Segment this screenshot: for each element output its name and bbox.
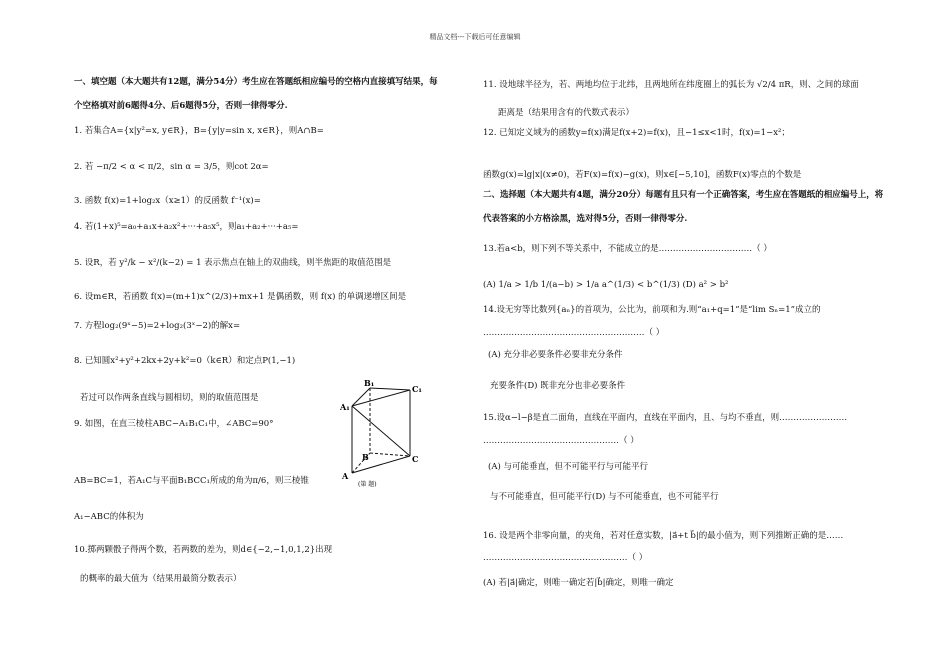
question-14-option-C: 充要条件(D) 既非充分也非必要条件 — [490, 381, 626, 391]
section1-heading-line1: 一、填空题（本大题共有12题，满分54分）考生应在答题纸相应编号的空格内直接填写结果，每 — [74, 77, 438, 87]
question-16-option-A: (A) 若|a⃗|确定，则唯一确定若|b⃗|确定，则唯一确定 — [483, 578, 674, 588]
question-12-line2: 函数g(x)=lg|x|(x≠0)，若F(x)=f(x)−g(x)，则x∈[−5,10]，函数F(x)零点的个数是 — [483, 170, 802, 180]
question-7: 7. 方程log₂(9ˣ−5)=2+log₂(3ˣ−2)的解x= — [74, 321, 241, 331]
question-4: 4. 若(1+x)⁵=a₀+a₁x+a₂x²+···+a₅x⁵，则a₁+a₂+···+a₅= — [74, 222, 299, 232]
question-14-option-A: (A) 充分非必要条件必要非充分条件 — [488, 350, 623, 360]
page-header: 精品文档---下载后可任意编辑 — [429, 33, 521, 41]
label-C1: C₁ — [412, 384, 422, 394]
question-14-line1: 14.设无穷等比数列{aₙ}的首项为，公比为，前项和为.则“a₁+q=1”是“lim Sₙ=1”成立的 — [483, 305, 821, 315]
label-B1: B₁ — [364, 378, 375, 388]
question-13-options: (A) 1/a > 1/b 1/(a−b) > 1/a a^(1/3) < b^(1/3) (D) a² > b² — [483, 280, 729, 290]
prism-figure — [330, 378, 430, 488]
section2-heading-line2: 代表答案的小方格涂黑，选对得5分，否则一律得零分. — [483, 214, 688, 224]
question-10-line1: 10.掷两颗骰子得两个数，若两数的差为，则d∈{−2,−1,0,1,2}出现 — [74, 545, 333, 555]
label-C: C — [412, 454, 419, 464]
question-12-line1: 12. 已知定义域为的函数y=f(x)满足f(x+2)=f(x)，且−1≤x<1时，f(x)=1−x²； — [483, 128, 790, 138]
question-8-line2: 若过可以作两条直线与圆相切，则的取值范围是 — [80, 393, 259, 403]
section2-heading-line1: 二、选择题（本大题共有4题，满分20分）每题有且只有一个正确答案，考生应在答题纸的相应编号上，将 — [483, 190, 884, 200]
question-15-line1: 15.设α−l−β是直二面角，直线在平面内，直线在平面内，且、与均不垂直，则…………………… — [483, 413, 848, 423]
question-15-option-A: (A) 与可能垂直，但不可能平行与可能平行 — [488, 462, 648, 472]
question-11-line2: 距离是（结果用含有的代数式表示） — [498, 108, 635, 118]
label-B: B — [362, 452, 369, 462]
question-9-line3: A₁−ABC的体积为 — [74, 512, 144, 522]
question-15-option-C: 与不可能垂直，但可能平行(D) 与不可能垂直，也不可能平行 — [490, 492, 719, 502]
question-16-line2: ……………………………………………（ ） — [483, 553, 648, 563]
figure-caption: (第 题) — [358, 481, 377, 488]
question-13: 13.若a<b，则下列不等关系中，不能成立的是……………………………（ ） — [483, 244, 772, 254]
prism-diagram — [330, 378, 430, 488]
question-9-line1: 9. 如图，在直三棱柱ABC−A₁B₁C₁中，∠ABC=90° — [74, 419, 274, 429]
section1-heading-line2: 个空格填对前6题得4分、后6题得5分，否则一律得零分. — [74, 101, 288, 111]
question-10-line2: 的概率的最大值为（结果用最简分数表示） — [80, 574, 242, 584]
question-6: 6. 设m∈R，若函数 f(x)=(m+1)x^(2/3)+mx+1 是偶函数，则 f(x) 的单调递增区间是 — [74, 292, 407, 302]
question-5: 5. 设R，若 y²/k − x²/(k−2) = 1 表示焦点在轴上的双曲线，则半焦距的取值范围是 — [74, 258, 392, 268]
question-11-line1: 11. 设地球半径为，若、两地均位于北纬，且两地所在纬度圈上的弧长为 √2/4 πR，则、之间的球面 — [483, 80, 859, 90]
question-3: 3. 函数 f(x)=1+log₂x（x≥1）的反函数 f⁻¹(x)= — [74, 196, 261, 206]
question-16-line1: 16. 设是两个非零向量，的夹角，若对任意实数，|a⃗+t b⃗|的最小值为，则下列推断正确的是…… — [483, 531, 844, 541]
question-8-line1: 8. 已知圆x²+y²+2kx+2y+k²=0（k∈R）和定点P(1,−1) — [74, 356, 296, 366]
question-2: 2. 若 −π/2 < α < π/2，sin α = 3/5，则cot 2α= — [74, 162, 269, 172]
label-A1: A₁ — [340, 402, 350, 412]
label-A: A — [342, 471, 349, 481]
question-9-line2: AB=BC=1，若A₁C与平面B₁BCC₁所成的角为π/6，则三棱锥 — [74, 476, 309, 486]
question-1: 1. 若集合A={x|y²=x, y∈R}，B={y|y=sin x, x∈R}，则A∩B= — [74, 126, 324, 136]
question-15-line2: …………………………………………（ ） — [483, 436, 639, 446]
question-14-line2: …………………………………………………（ ） — [483, 328, 665, 338]
